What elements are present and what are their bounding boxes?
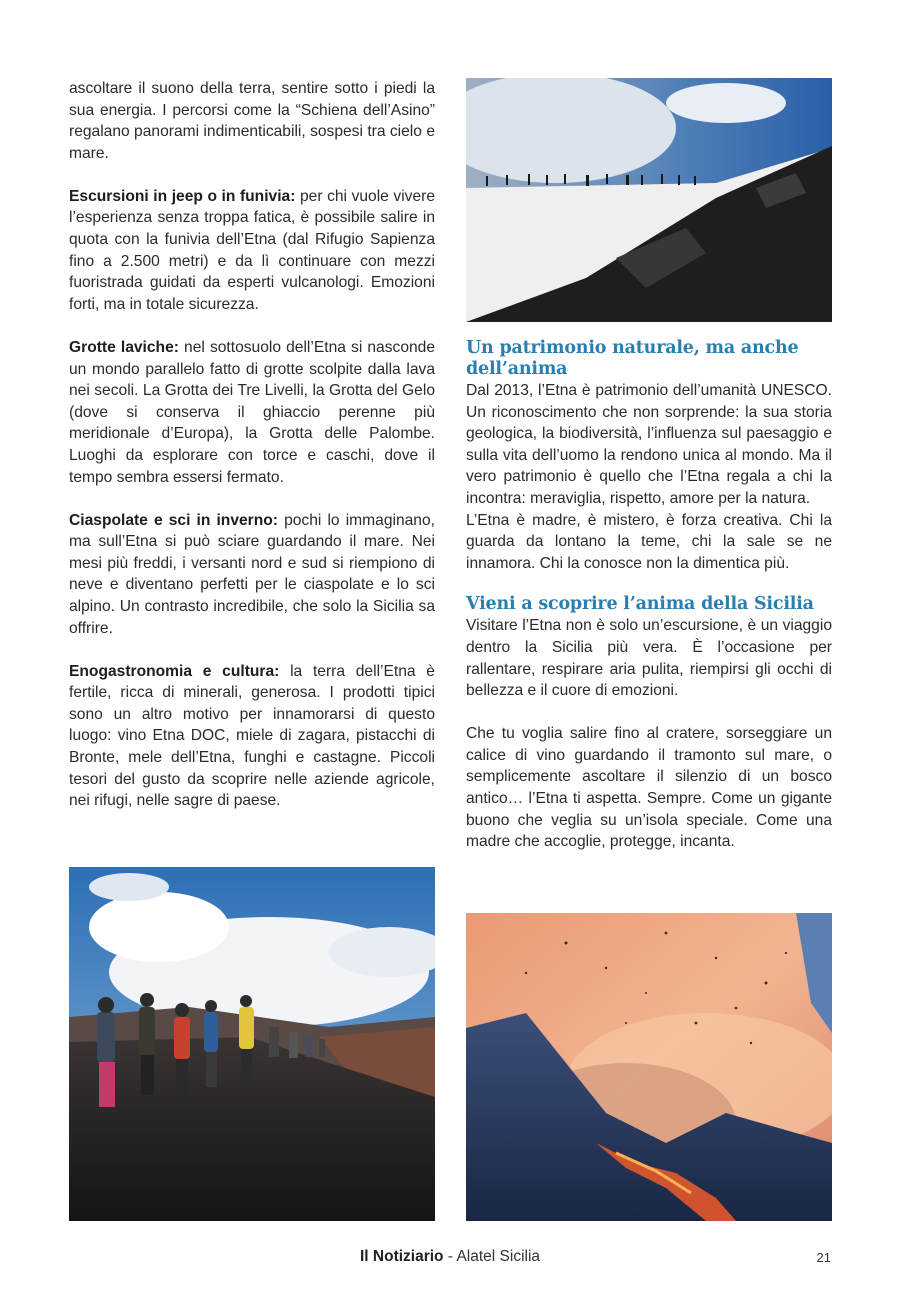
publication-name: Il Notiziario (359, 1248, 444, 1265)
section-enogastronomia (69, 661, 435, 812)
hikers-photo (69, 867, 435, 1221)
section-text: la terra dell’Etna è fertile, ricca di minerali, generosa. I prodotti tipici sono un altro motivo per innamorarsi di questo luogo: vino Etna DOC, miele di zagara, pistacchi di Bronte, mele dell’Etna, funghi e castagne. Piccoli tesori del gusto da scoprire nelle aziende agricole, nei rifugi, nelle sagre di paese. (69, 662, 435, 810)
right-column (466, 78, 832, 865)
page-number: 21 (816, 1250, 831, 1265)
eruption-photo (466, 913, 832, 1221)
left-column (69, 78, 435, 824)
section-text: nel sottosuolo dell’Etna si nasconde un mondo parallelo fatto di grotte scolpite dalla lava nei secoli. La Grotta dei Tre Livelli, la Grotta del Gelo (dove si conserva il ghiaccio perenne più meridionale d’Europa), la Grotta delle Palombe. Luoghi da esplorare con torce e caschi, dove il tempo sembra essersi fermato. (69, 338, 436, 486)
paragraph-patrimonio-2: L’Etna è madre, è mistero, è forza creativa. Chi la guarda da lontano la teme, chi la sale se ne innamora. Chi la conosce non la dimentica più. (466, 511, 832, 572)
section-title-vieni: Vieni a scoprire l’anima della Sicilia (466, 594, 814, 615)
paragraph-vieni-1: Visitare l’Etna non è solo un’escursione, è un viaggio dentro la Sicilia più vera. È l’occasione per rallentare, respirare aria pulita, riempirsi gli occhi di bellezza e il cuore di emozioni. (466, 617, 832, 700)
page-footer (0, 1248, 900, 1270)
section-heading: Ciaspolate e sci in inverno: (69, 511, 278, 529)
intro-paragraph: ascoltare il suono della terra, sentire sotto i piedi la sua energia. I percorsi come la “Schiena dell’Asino” regalano panorami indimenticabili, sospesi tra cielo e mare. (69, 80, 435, 162)
section-title-patrimonio: Un patrimonio naturale, ma anche dell’anima (466, 338, 799, 379)
paragraph-patrimonio-1: Dal 2013, l’Etna è patrimonio dell’umanità UNESCO. Un riconoscimento che non sorprende: la sua storia geologica, la biodiversità, l’influenza sul paesaggio e sulla vita dell’uomo la rendono unica al mondo. Ma il vero patrimonio è quello che l’Etna regala a chi la incontra: meraviglia, rispetto, amore per la natura. (466, 382, 832, 507)
section-ciaspolate (69, 510, 435, 640)
publisher-name: Alatel Sicilia (456, 1248, 541, 1265)
section-jeep-funivia (69, 186, 435, 316)
section-text: pochi lo immaginano, ma sull’Etna si può sciare guardando il mare. Nei mesi più freddi, i versanti nord e sud si riempiono di neve e diventano perfetti per le ciaspolate e lo sci alpino. Un contrasto incredibile, che solo la Sicilia sa offrire. (69, 511, 435, 637)
paragraph-vieni-2: Che tu voglia salire fino al cratere, sorseggiare un calice di vino guardando il tramonto sul mare, o semplicemente ascoltare il silenzio di un bosco antico… l’Etna ti aspetta. Sempre. Come un gigante buono che veglia su un’isola speciale. Come una madre che accoglie, protegge, incanta. (466, 725, 832, 851)
footer-title (0, 1248, 900, 1266)
section-heading: Escursioni in jeep o in funivia: (69, 187, 296, 205)
section-heading: Enogastronomia e cultura: (69, 662, 280, 680)
footer-separator: - (443, 1248, 457, 1265)
section-heading: Grotte laviche: (69, 338, 179, 356)
section-text: per chi vuole vivere l’esperienza senza troppa fatica, è possibile salire in quota con la funivia dell’Etna (dal Rifugio Sapienza fino a 2.500 metri) e da lì continuare con mezzi fuoristrada guidati da esperti vulcanologi. Emozioni forti, ma in totale sicurezza. (69, 187, 436, 313)
section-grotte-laviche (69, 337, 435, 488)
snowy-ridge-photo (466, 78, 832, 322)
